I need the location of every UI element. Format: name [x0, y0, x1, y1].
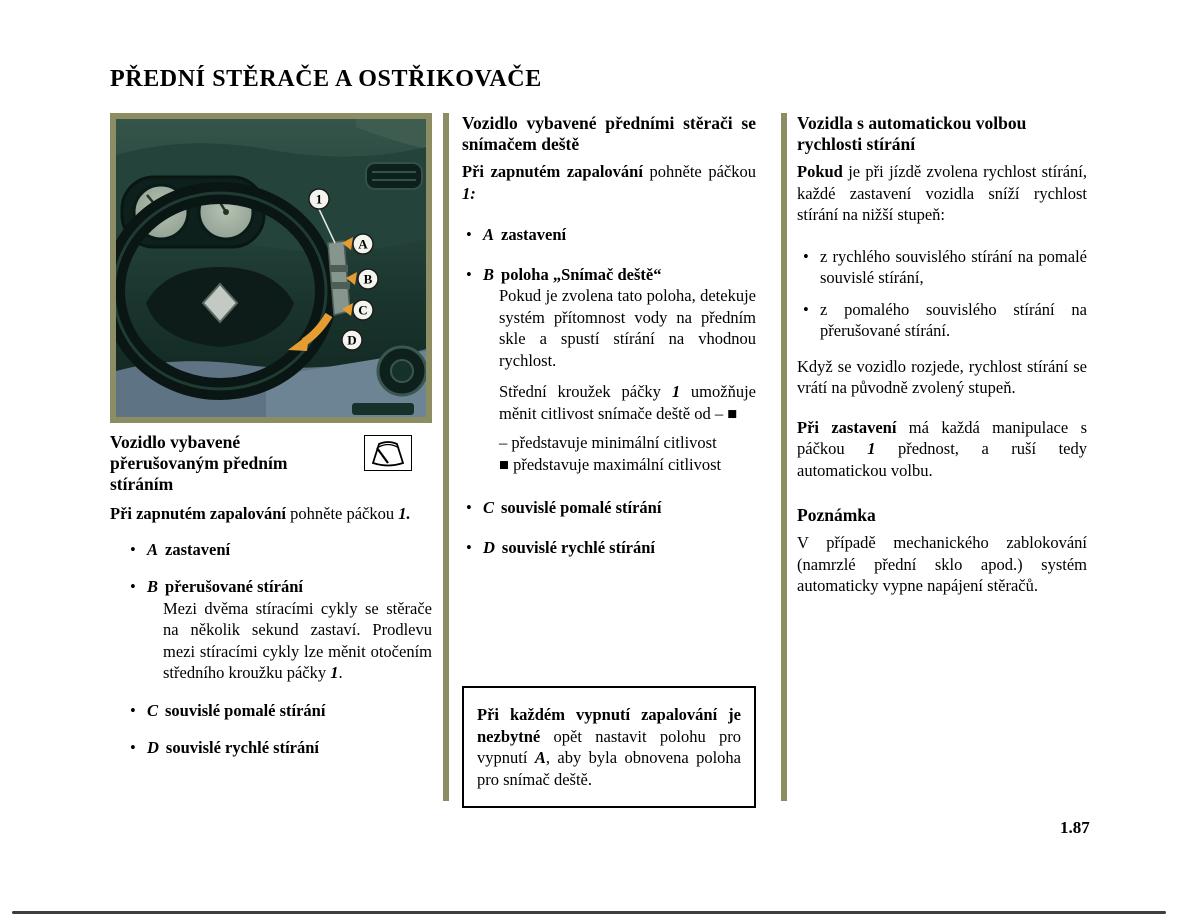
sensitivity-min-text: představuje minimální citlivost [507, 433, 717, 452]
option-label: souvislé pomalé stírání [501, 498, 662, 517]
paragraph-text: je při jízdě zvolena rychlost stírání, každé zastavení vozidla sníží rychlost stírání na nižší stupeň: [797, 162, 1087, 224]
ring-text-end: umožňuje měnit citlivost snímače deště od – [499, 382, 756, 423]
left-column [110, 113, 432, 759]
option-letter: A [147, 539, 159, 559]
wiper-icon [368, 438, 408, 468]
callout-label-a: A [358, 236, 368, 252]
page-number: 1.87 [1060, 818, 1090, 837]
bullet-marker [466, 497, 483, 519]
paragraph-text-end: přednost, a ruší tedy automatickou volbu. [797, 439, 1087, 480]
note-text: opět nastavit polohu pro vypnutí [477, 726, 741, 767]
bullet-marker [130, 576, 147, 684]
middle-column [462, 113, 756, 808]
note-paragraph: V případě mechanického zablokování (namrzlé přední sklo apod.) systém automaticky vypne napájení stěračů. [797, 533, 1087, 595]
max-square-symbol: ■ [727, 403, 738, 423]
intro-bold: Při zapnutém zapalování [462, 162, 643, 181]
list-item-b [462, 264, 756, 476]
callout-label-b: B [363, 271, 373, 287]
column-separator [443, 113, 449, 801]
lever-number: 1 [330, 663, 339, 682]
ring-paragraph [499, 381, 756, 424]
paragraph-bold: Pokud [797, 162, 843, 181]
paragraph-bold: Při zastavení [797, 417, 897, 437]
intro-text: pohněte páčkou [642, 162, 756, 181]
option-letter: D [483, 537, 495, 557]
right-paragraph-3 [797, 417, 1087, 482]
left-heading-row [110, 432, 432, 495]
right-paragraph-1 [797, 161, 1087, 226]
bullet-marker [466, 537, 483, 559]
option-label: souvislé pomalé stírání [165, 700, 326, 720]
left-intro [110, 503, 432, 525]
detail-text-end: . [338, 663, 343, 682]
note-bold: Při každém vypnutí zapalování je nezbytné [477, 705, 741, 746]
list-item-a [110, 539, 432, 561]
min-dash-symbol: – [499, 433, 508, 452]
scan-artifact-line [12, 911, 1166, 914]
option-label: zastavení [501, 225, 567, 244]
note-box-text [477, 704, 741, 790]
lever-number: 1 [867, 439, 876, 458]
middle-section-heading: Vozidlo vybavené předními stěrači se snímačem deště [462, 113, 756, 154]
option-label: poloha „Snímač deště“ [501, 264, 662, 284]
sensitivity-max-text: představuje maximální citlivost [508, 454, 722, 474]
intro-text: pohněte páčkou [286, 504, 399, 523]
column-separator [781, 113, 787, 801]
list-item-c [462, 497, 756, 519]
list-item [797, 246, 1087, 289]
option-letter: A [483, 225, 495, 244]
option-letter: B [483, 264, 495, 284]
list-item-d [462, 537, 756, 559]
option-letter: D [147, 738, 159, 757]
list-item-b [110, 576, 432, 684]
list-item-a [462, 224, 756, 246]
detail-text: Mezi dvěma stíracími cykly se stěrače na několik sekund zastaví. Prodlevu mezi stíracími cykly lze měnit otočením středního kroužku páčky [163, 598, 432, 682]
note-text-end: , aby byla obnovena poloha pro snímač deště. [477, 748, 741, 789]
option-label: přerušované stírání [165, 577, 303, 596]
bullet-marker [130, 737, 147, 759]
intro-bold: Při zapnutém zapalování [110, 504, 286, 523]
list-item-d [110, 737, 432, 759]
option-label: zastavení [165, 539, 231, 559]
bullet-marker [803, 246, 820, 289]
right-column [797, 113, 1087, 597]
lever-number: 1: [462, 183, 476, 203]
bullet-marker [466, 224, 483, 246]
lever-number: 1. [398, 504, 411, 523]
bullet-text: z pomalého souvislého stírání na přerušované stírání. [820, 299, 1087, 340]
sensitivity-min-line [499, 432, 756, 454]
option-detail: Pokud je zvolena tato poloha, detekuje systém přítomnost vody na předním skle a spustí stírání na vhodnou rychlost. [499, 286, 756, 370]
air-vent [366, 163, 422, 189]
bullet-marker [466, 264, 483, 476]
option-letter: C [483, 498, 495, 517]
callout-label-d: D [347, 332, 357, 348]
option-letter: B [147, 577, 159, 596]
bullet-marker [803, 299, 820, 342]
option-letter: C [147, 700, 159, 720]
sensitivity-max-line [499, 454, 756, 476]
right-section-heading: Vozidla s automatickou volbou rychlosti stírání [797, 113, 1027, 154]
option-label: souvislé rychlé stírání [501, 537, 655, 557]
bullet-text: z rychlého souvislého stírání na pomalé souvislé stírání, [820, 246, 1087, 287]
bullet-marker [130, 539, 147, 561]
bullet-marker [130, 700, 147, 722]
note-box [462, 686, 756, 808]
callout-label-c: C [358, 302, 368, 318]
list-item [797, 299, 1087, 342]
option-detail [163, 598, 432, 684]
left-section-heading: Vozidlo vybavené přerušovaným předním stíráním [110, 432, 288, 494]
option-letter: A [534, 748, 546, 767]
option-label: souvislé rychlé stírání [165, 738, 319, 757]
ring-text: Střední kroužek páčky [499, 382, 672, 401]
dashboard-photo [110, 113, 432, 423]
page-title: PŘEDNÍ STĚRAČE A OSTŘIKOVAČE [110, 66, 542, 92]
callout-label-1: 1 [315, 191, 323, 207]
wiper-icon-box [364, 435, 412, 471]
lever-number: 1 [671, 382, 681, 401]
list-item-c [110, 700, 432, 722]
middle-intro [462, 161, 756, 204]
dashboard-illustration [116, 119, 426, 417]
paragraph-text: má každá manipulace s páčkou [797, 417, 1087, 458]
right-paragraph-2: Když se vozidlo rozjede, rychlost stírání se vrátí na původně zvolený stupeň. [797, 356, 1087, 397]
max-square-symbol: ■ [499, 454, 509, 474]
note-heading: Poznámka [797, 505, 876, 525]
